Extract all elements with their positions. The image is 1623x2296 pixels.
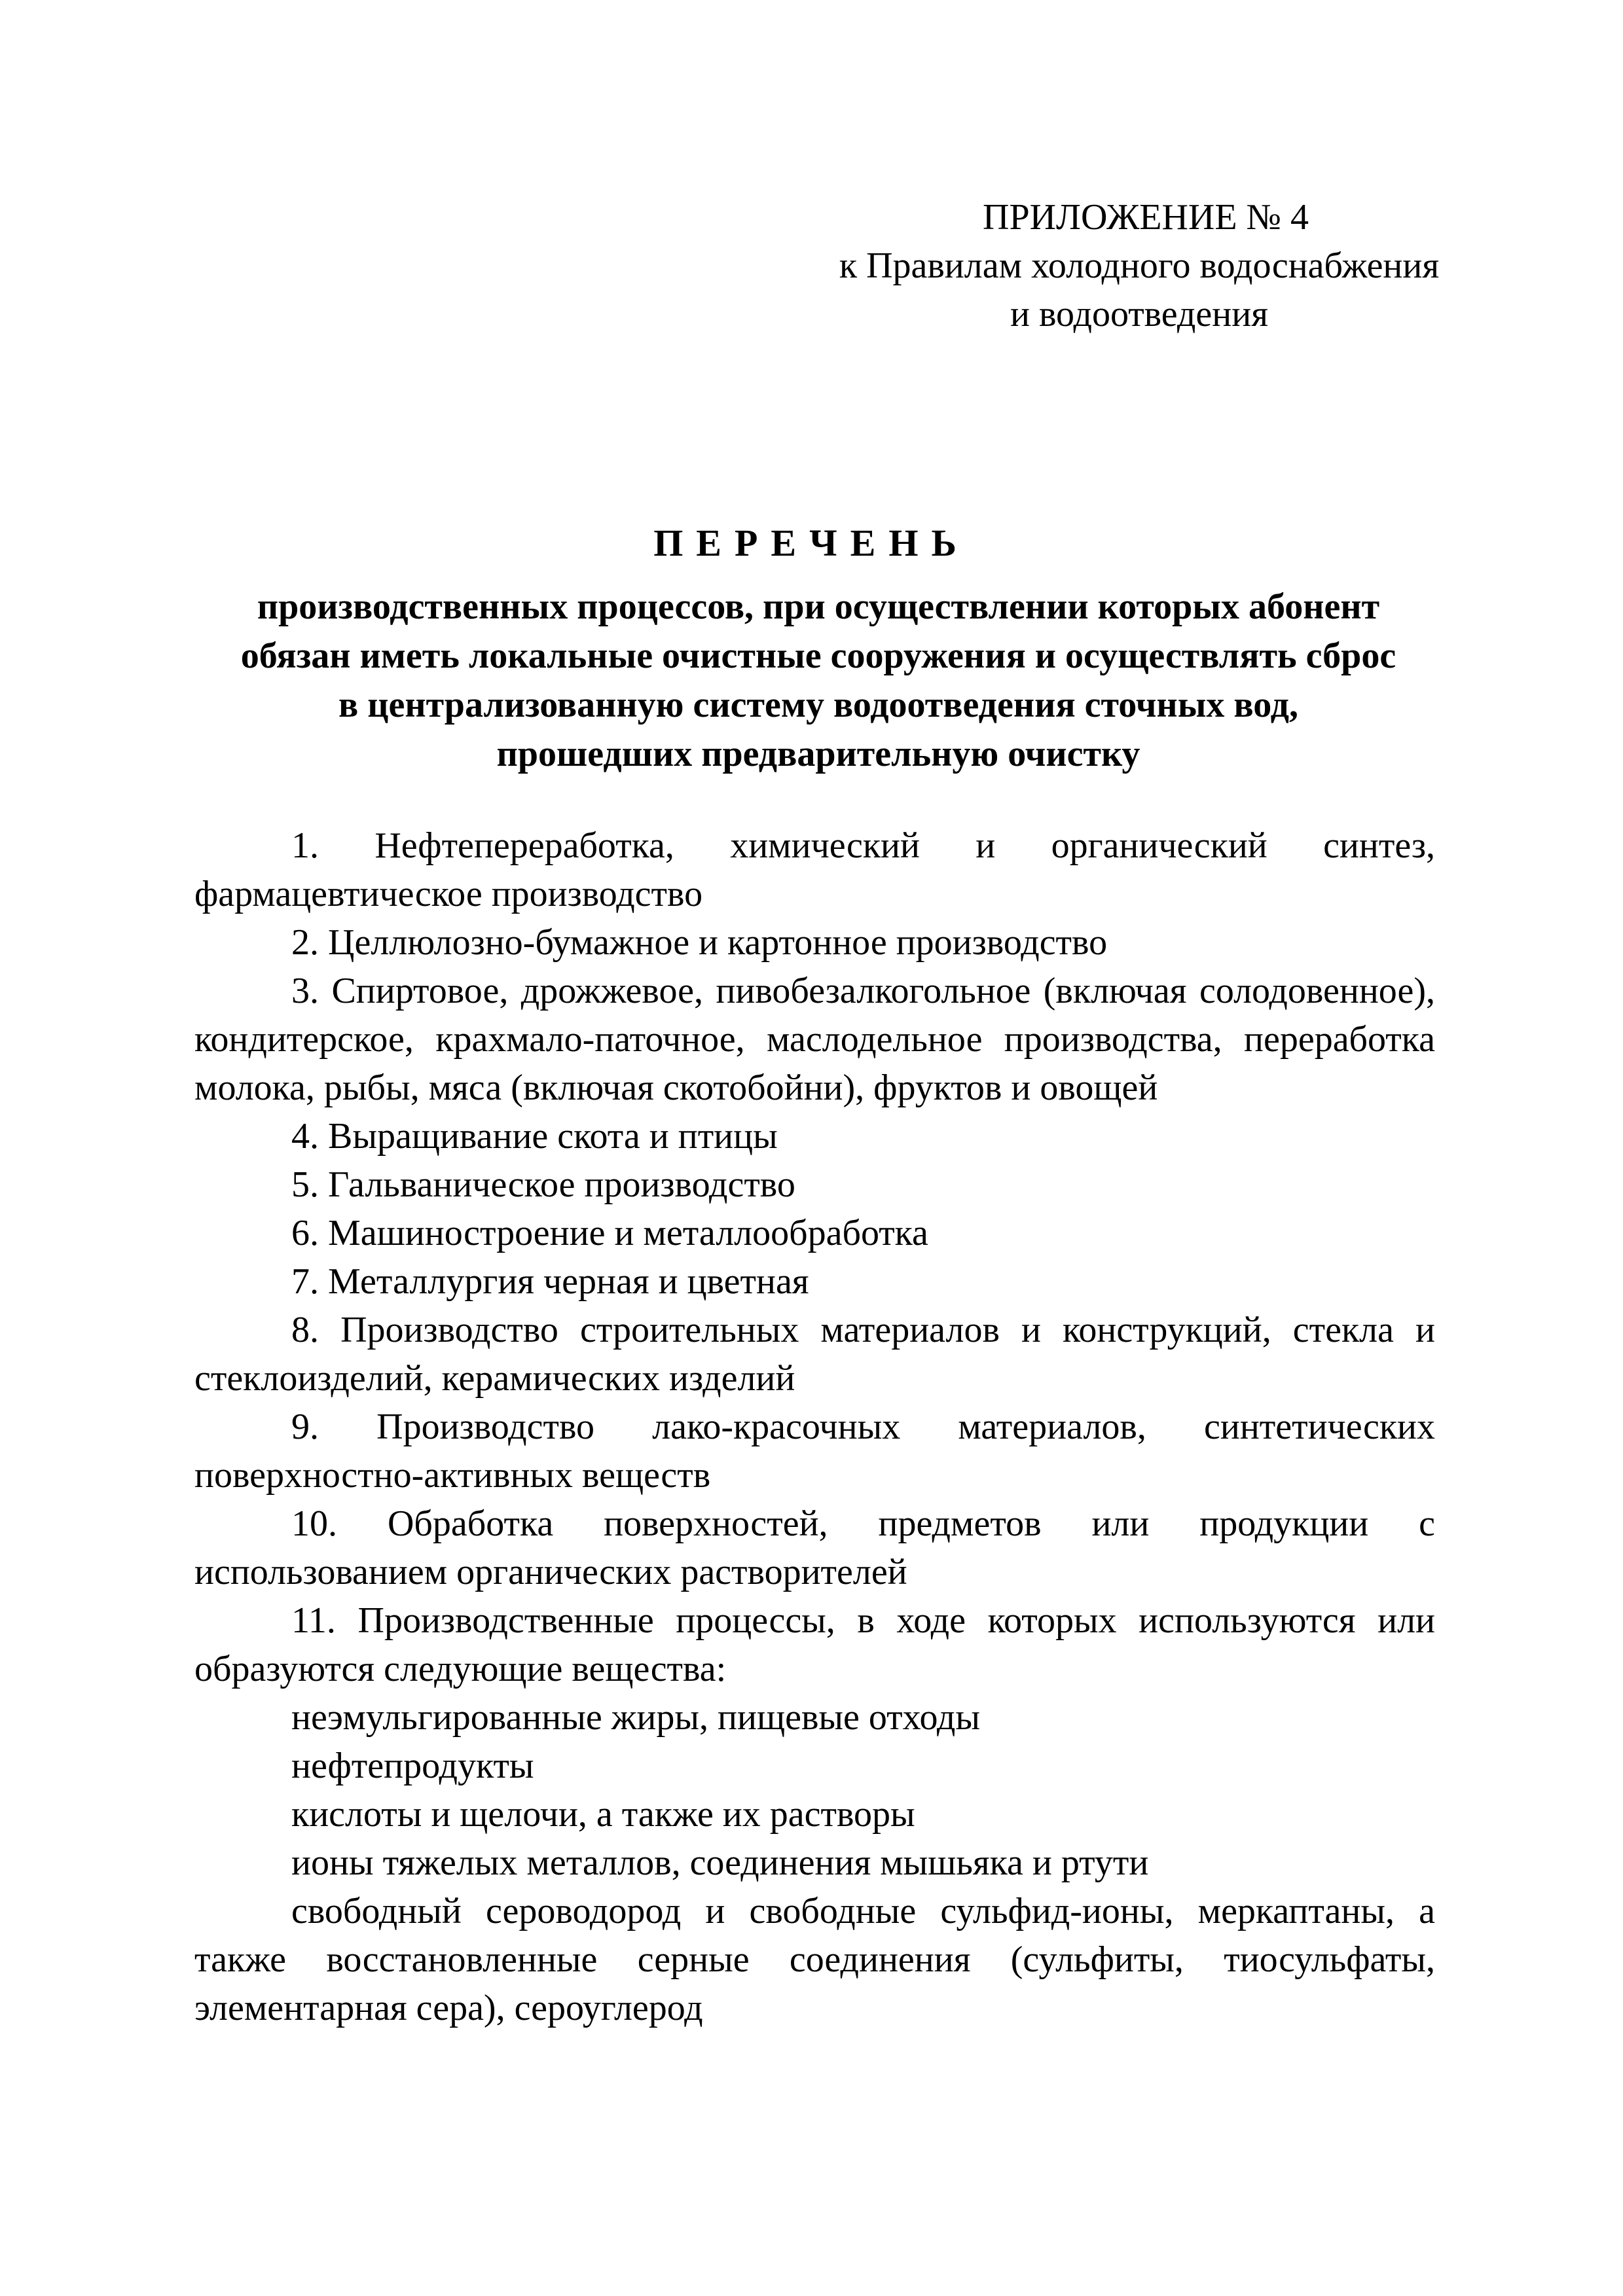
list-item [194, 1499, 1435, 1596]
item-text: Обработка поверхностей, предметов или продукции с использованием органических растворителей [194, 1503, 1436, 1592]
item-text: Целлюлозно-бумажное и картонное производство [328, 922, 1108, 963]
item-number: 2. [291, 922, 319, 963]
appendix-rules-line-2: и водоотведения [1010, 294, 1268, 334]
item-text: Производство лако-красочных материалов, синтетических поверхностно-активных веществ [194, 1407, 1435, 1496]
list-item [194, 1403, 1435, 1499]
item-text: Нефтепереработка, химический и органический синтез, фармацевтическое производство [194, 825, 1435, 914]
subtitle-line: производственных процессов, при осуществлении которых абонент [257, 586, 1380, 627]
list-item [194, 1596, 1435, 1693]
document-subtitle [183, 583, 1453, 779]
item-text: Производство строительных материалов и конструкций, стекла и стеклоизделий, керамических изделий [194, 1310, 1435, 1399]
item-number: 9. [291, 1407, 319, 1447]
appendix-reference [805, 193, 1473, 338]
substance-item: неэмульгированные жиры, пищевые отходы [291, 1697, 980, 1738]
substance-item: ионы тяжелых металлов, соединения мышьяка и ртути [291, 1842, 1149, 1883]
substance-item: нефтепродукты [291, 1746, 534, 1786]
subtitle-line: в централизованную систему водоотведения сточных вод, [338, 685, 1298, 725]
substance-item: свободный сероводород и свободные сульфид-ионы, меркаптаны, а также восстановленные серные соединения (сульфиты, тиосульфаты, элементарная сера), сероуглерод [194, 1891, 1435, 2028]
process-list [194, 821, 1435, 2032]
list-item [194, 1112, 1435, 1160]
subtitle-line: обязан иметь локальные очистные сооружения и осуществлять сброс [240, 636, 1396, 676]
item-number: 7. [291, 1261, 319, 1302]
item-text: Металлургия черная и цветная [328, 1261, 809, 1302]
item-text: Спиртовое, дрожжевое, пивобезалкогольное (включая солодовенное), кондитерское, крахмало-паточное, маслодельное производства, переработка молока, рыбы, мяса (включая скотобойни), фруктов и овощей [194, 971, 1435, 1108]
item-text: Гальваническое производство [328, 1164, 795, 1205]
list-item [194, 1257, 1435, 1306]
appendix-rules-line: к Правилам холодного водоснабжения [839, 245, 1440, 286]
list-item [194, 1160, 1435, 1209]
subtitle-line: прошедших предварительную очистку [496, 734, 1140, 774]
list-item [194, 967, 1435, 1112]
item-number: 1. [291, 825, 319, 866]
item-text: Производственные процессы, в ходе которых используются или образуются следующие вещества: [194, 1600, 1436, 1689]
item-number: 3. [291, 971, 319, 1011]
item-text: Выращивание скота и птицы [328, 1116, 778, 1157]
list-item [194, 918, 1435, 967]
item-number: 10. [291, 1503, 337, 1544]
item-number: 5. [291, 1164, 319, 1205]
item-text: Машиностроение и металлообработка [328, 1213, 928, 1253]
list-item [194, 821, 1435, 918]
item-number: 8. [291, 1310, 319, 1350]
document-title: ПЕРЕЧЕНЬ [653, 522, 970, 564]
list-item [194, 1209, 1435, 1257]
item-number: 4. [291, 1116, 319, 1157]
appendix-number: ПРИЛОЖЕНИЕ № 4 [983, 197, 1309, 238]
item-number: 11. [291, 1600, 336, 1641]
substance-item: кислоты и щелочи, а также их растворы [291, 1794, 915, 1835]
item-number: 6. [291, 1213, 319, 1253]
list-item [194, 1306, 1435, 1403]
